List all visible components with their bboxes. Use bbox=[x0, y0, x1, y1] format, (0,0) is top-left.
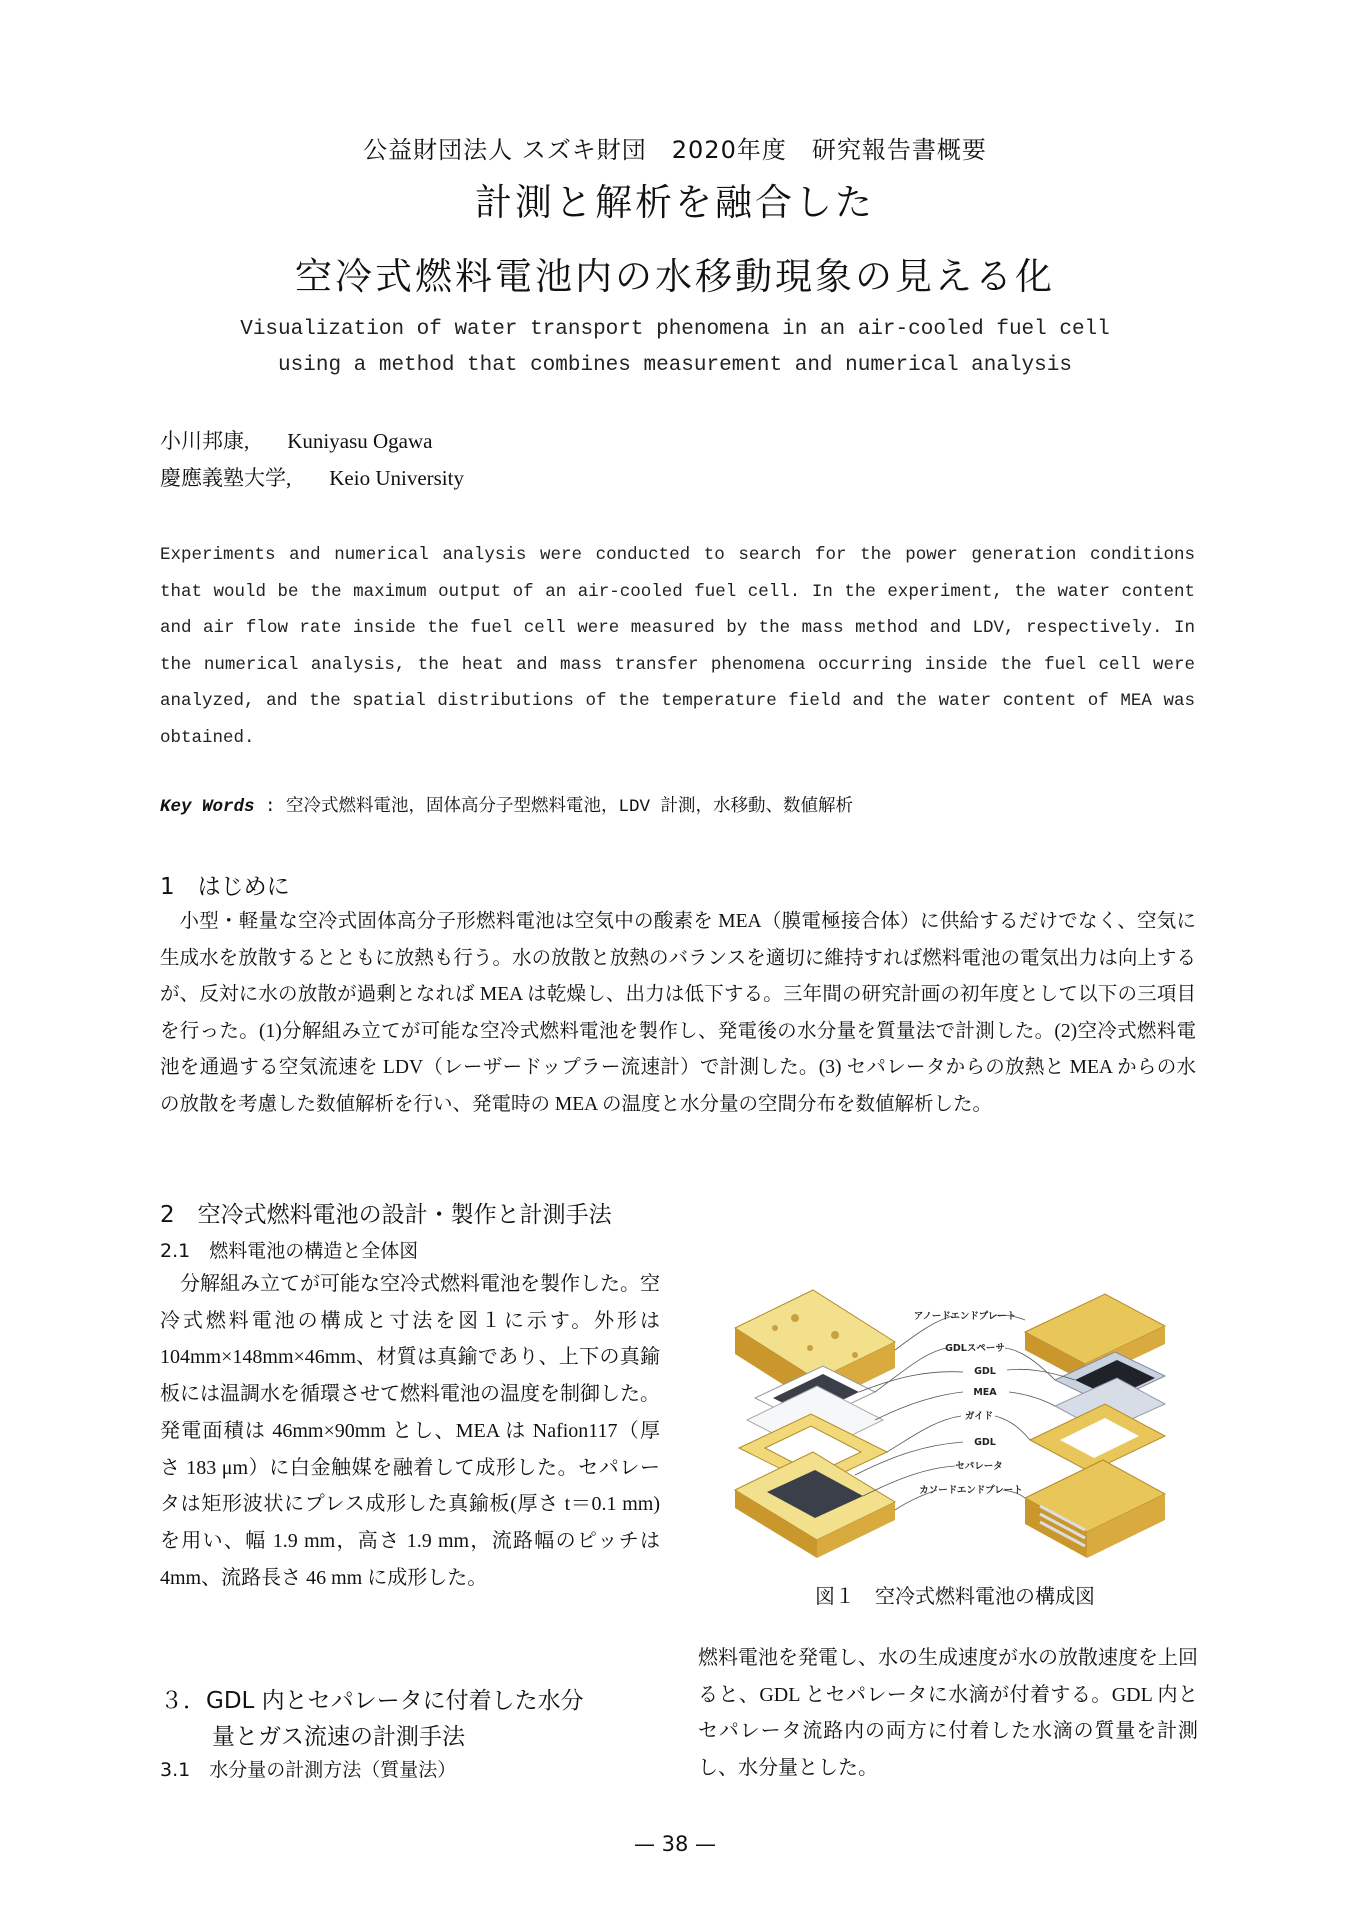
author-name-en: Kuniyasu Ogawa bbox=[287, 429, 433, 453]
figure-label-cathode-end-plate: カソードエンドプレート bbox=[919, 1485, 1023, 1496]
figure-label-anode-end-plate: アノードエンドプレート bbox=[913, 1311, 1017, 1322]
author-affiliation bbox=[160, 462, 464, 492]
figure-label-guide: ガイド bbox=[964, 1411, 994, 1422]
keywords-text: 空冷式燃料電池，固体高分子型燃料電池，LDV 計測，水移動、数値解析 bbox=[286, 797, 854, 817]
section-3-heading bbox=[160, 1683, 680, 1755]
right-exploded-stack bbox=[1025, 1294, 1165, 1558]
abstract: Experiments and numerical analysis were conducted to search for the power generation conditions that would be the maximum output of an air-cooled fuel cell. In the experiment, the water content and air flow rate inside the fuel cell were measured by the mass method and LDV, respectively. In the numerical analysis, the heat and mass transfer phenomena occurring inside the fuel cell were analyzed, and the spatial distributions of the temperature field and the water content of MEA was obtained. bbox=[160, 545, 1195, 748]
figure-label-gdl-spacer: GDLスペーサ bbox=[945, 1343, 1005, 1354]
affiliation-jp: 慶應義塾大学, bbox=[160, 466, 292, 490]
title-jp-line1: 計測と解析を融合した bbox=[475, 181, 875, 224]
title-en-line2: using a method that combines measurement and numerical analysis bbox=[278, 354, 1072, 377]
page-number: — 38 — bbox=[633, 1832, 717, 1856]
figure-1-caption: 図１ 空冷式燃料電池の構成図 bbox=[815, 1586, 1095, 1608]
left-exploded-stack bbox=[735, 1290, 895, 1558]
section-3-heading-line2: 量とガス流速の計測手法 bbox=[212, 1724, 465, 1750]
section-1-paragraph: 小型・軽量な空冷式固体高分子形燃料電池は空気中の酸素を MEA（膜電極接合体）に供給するだけでなく、空気に生成水を放散するとともに放熱も行う。水の放散と放熱のバランスを適切に維持すれば燃料電池の電気出力は向上するが、反対に水の放散が過剰となれば MEA は乾燥し、出力は低下する。三年間の研究計画の初年度として以下の三項目を行った。(1)分解組み立てが可能な空冷式燃料電池を製作し、発電後の水分量を質量法で計測した。(2)空冷式燃料電池を通過する空気流速を LDV（レーザードップラー流速計）で計測した。(3) セパレータからの放熱と MEA からの水の放散を考慮した数値解析を行い、発電時の MEA の温度と水分量の空間分布を数値解析した。 bbox=[160, 911, 1196, 1115]
title-jp-line2: 空冷式燃料電池内の水移動現象の見える化 bbox=[295, 255, 1055, 298]
figure-label-gdl-upper: GDL bbox=[974, 1366, 996, 1377]
figure-1-svg bbox=[725, 1280, 1170, 1560]
section-2-1-paragraph: 分解組み立てが可能な空冷式燃料電池を製作した。空冷式燃料電池の構成と寸法を図１に示す。外形は 104mm×148mm×46mm、材質は真鍮であり、上下の真鍮板には温調水を循環させて燃料電池の温度を制御した。発電面積は 46mm×90mm とし、MEA は Nafion117（厚さ 183 μm）に白金触媒を融着して成形した。セパレータは矩形波状にプレス成形した真鍮板(厚さ t＝0.1 mm)を用い、幅 1.9 mm，高さ 1.9 mm，流路幅のピッチは 4mm、流路長さ 46 mm に成形した。 bbox=[160, 1273, 660, 1589]
figure-1-fuel-cell-diagram bbox=[725, 1280, 1170, 1560]
keywords bbox=[160, 792, 853, 817]
figure-label-gdl-lower: GDL bbox=[974, 1437, 996, 1448]
report-header: 公益財団法人 スズキ財団 2020年度 研究報告書概要 bbox=[363, 136, 987, 164]
section-3-1-body bbox=[698, 1640, 1198, 1787]
affiliation-en: Keio University bbox=[329, 466, 464, 490]
section-3-1-paragraph: 燃料電池を発電し、水の生成速度が水の放散速度を上回ると、GDL とセパレータに水滴が付着する。GDL 内とセパレータ流路内の両方に付着した水滴の質量を計測し、水分量とした。 bbox=[698, 1647, 1198, 1780]
section-2-heading: 2 空冷式燃料電池の設計・製作と計測手法 bbox=[160, 1202, 612, 1228]
keywords-separator: : bbox=[254, 797, 287, 817]
section-1-heading: 1 はじめに bbox=[160, 874, 290, 900]
section-1-body bbox=[160, 904, 1196, 1124]
author-name-jp: 小川邦康, bbox=[160, 429, 250, 453]
figure-label-mea: MEA bbox=[973, 1387, 997, 1398]
keywords-label: Key Words bbox=[160, 797, 255, 817]
section-3-heading-line1: ３．GDL 内とセパレータに付着した水分 bbox=[160, 1688, 584, 1714]
section-2-1-heading: 2.1 燃料電池の構造と全体図 bbox=[160, 1240, 419, 1262]
title-en-line1: Visualization of water transport phenomena in an air-cooled fuel cell bbox=[240, 318, 1110, 341]
section-2-1-body bbox=[160, 1266, 660, 1596]
author-name bbox=[160, 425, 432, 455]
section-3-1-heading: 3.1 水分量の計測方法（質量法） bbox=[160, 1759, 457, 1781]
figure-label-separator: セパレータ bbox=[955, 1461, 1003, 1472]
